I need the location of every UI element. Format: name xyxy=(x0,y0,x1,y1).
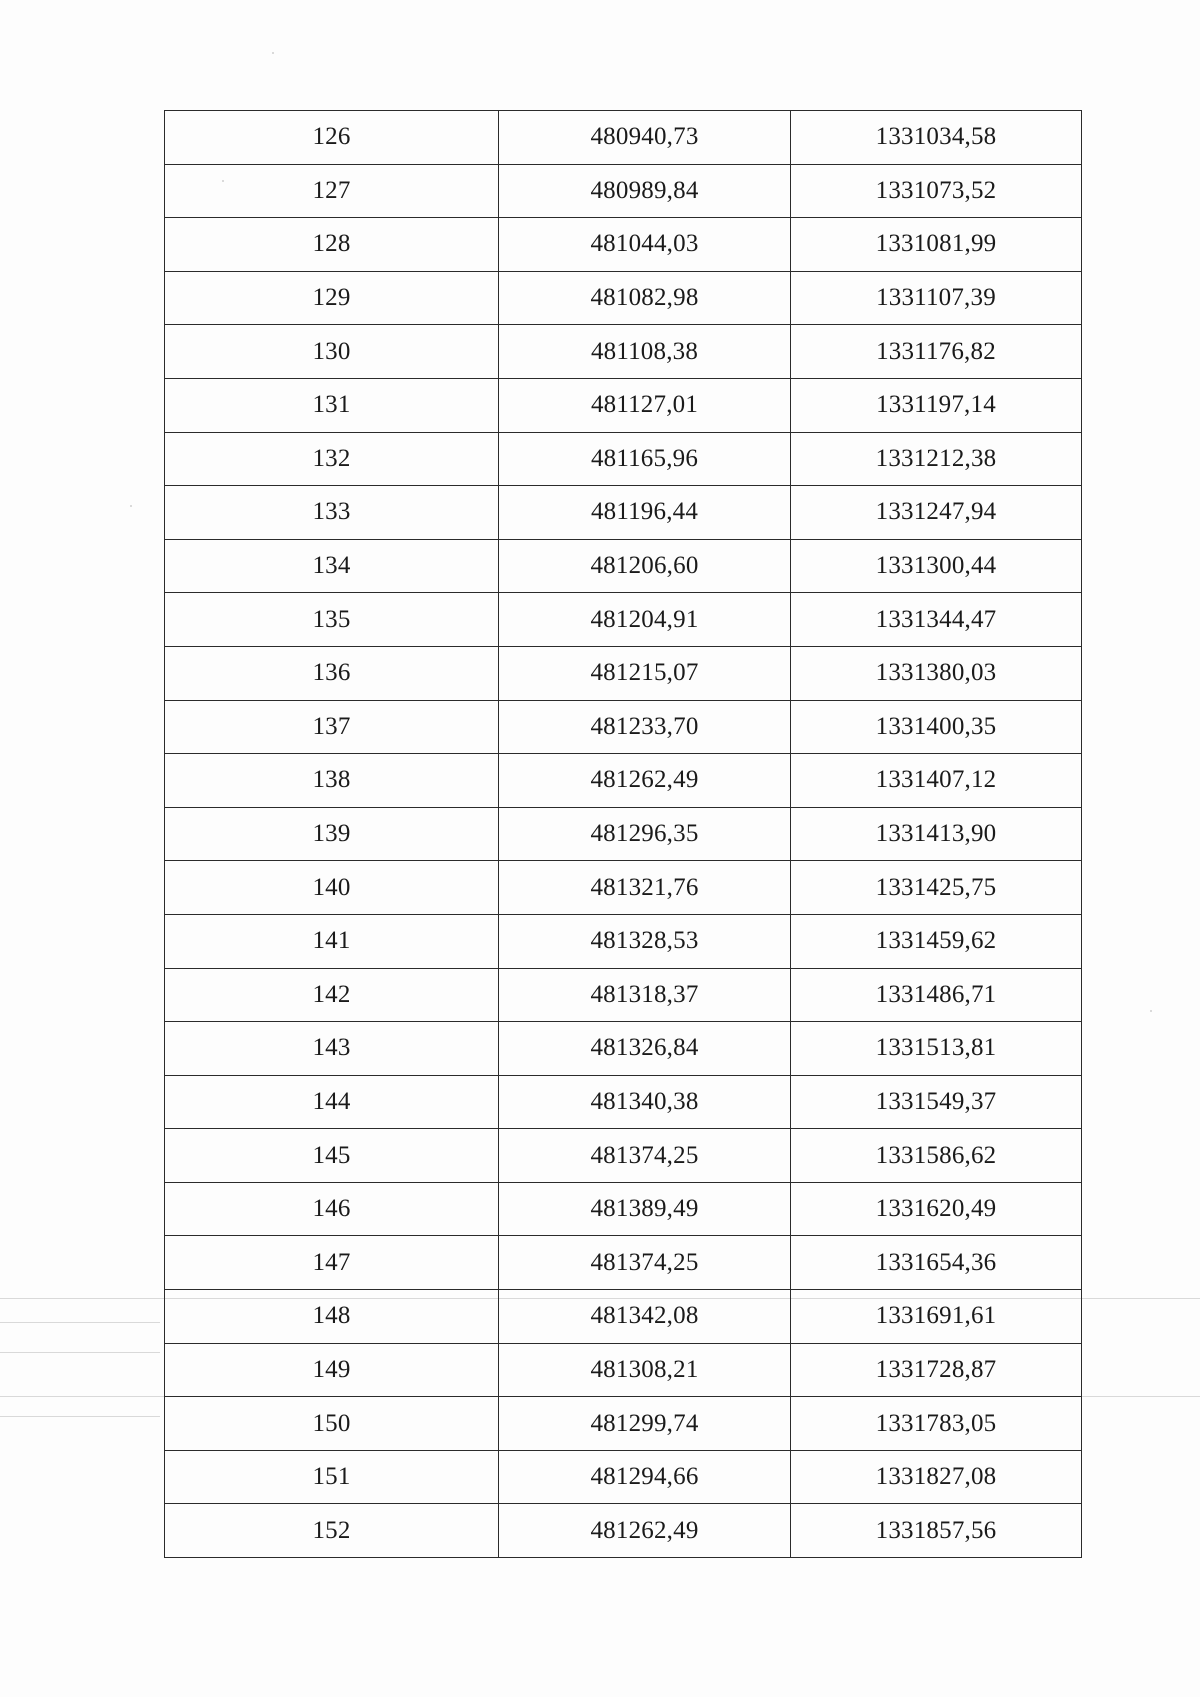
x-coordinate-cell: 481165,96 xyxy=(499,432,791,486)
point-number-cell: 141 xyxy=(165,914,499,968)
y-coordinate-cell: 1331486,71 xyxy=(791,968,1082,1022)
x-coordinate-cell: 481233,70 xyxy=(499,700,791,754)
x-coordinate-cell: 481389,49 xyxy=(499,1182,791,1236)
bleed-line xyxy=(0,1416,160,1417)
y-coordinate-cell: 1331513,81 xyxy=(791,1022,1082,1076)
point-number-cell: 152 xyxy=(165,1504,499,1558)
y-coordinate-cell: 1331073,52 xyxy=(791,164,1082,218)
x-coordinate-cell: 481044,03 xyxy=(499,218,791,272)
point-number-cell: 134 xyxy=(165,539,499,593)
point-number-cell: 130 xyxy=(165,325,499,379)
table-row xyxy=(165,754,1082,808)
y-coordinate-cell: 1331413,90 xyxy=(791,807,1082,861)
point-number-cell: 131 xyxy=(165,378,499,432)
point-number-cell: 145 xyxy=(165,1129,499,1183)
table-row xyxy=(165,1182,1082,1236)
table-row xyxy=(165,1290,1082,1344)
y-coordinate-cell: 1331407,12 xyxy=(791,754,1082,808)
table-row xyxy=(165,807,1082,861)
y-coordinate-cell: 1331459,62 xyxy=(791,914,1082,968)
point-number-cell: 146 xyxy=(165,1182,499,1236)
x-coordinate-cell: 481082,98 xyxy=(499,271,791,325)
point-number-cell: 126 xyxy=(165,111,499,165)
point-number-cell: 144 xyxy=(165,1075,499,1129)
y-coordinate-cell: 1331400,35 xyxy=(791,700,1082,754)
point-number-cell: 138 xyxy=(165,754,499,808)
y-coordinate-cell: 1331691,61 xyxy=(791,1290,1082,1344)
point-number-cell: 139 xyxy=(165,807,499,861)
y-coordinate-cell: 1331728,87 xyxy=(791,1343,1082,1397)
point-number-cell: 136 xyxy=(165,646,499,700)
table-row xyxy=(165,1236,1082,1290)
y-coordinate-cell: 1331034,58 xyxy=(791,111,1082,165)
x-coordinate-cell: 481374,25 xyxy=(499,1236,791,1290)
x-coordinate-cell: 481294,66 xyxy=(499,1450,791,1504)
x-coordinate-cell: 480989,84 xyxy=(499,164,791,218)
x-coordinate-cell: 481342,08 xyxy=(499,1290,791,1344)
y-coordinate-cell: 1331654,36 xyxy=(791,1236,1082,1290)
table-row xyxy=(165,968,1082,1022)
point-number-cell: 149 xyxy=(165,1343,499,1397)
point-number-cell: 132 xyxy=(165,432,499,486)
point-number-cell: 128 xyxy=(165,218,499,272)
x-coordinate-cell: 481328,53 xyxy=(499,914,791,968)
table-row xyxy=(165,914,1082,968)
table-row xyxy=(165,1075,1082,1129)
table-row xyxy=(165,378,1082,432)
scan-speck xyxy=(1150,1010,1152,1012)
y-coordinate-cell: 1331549,37 xyxy=(791,1075,1082,1129)
x-coordinate-cell: 481108,38 xyxy=(499,325,791,379)
x-coordinate-cell: 480940,73 xyxy=(499,111,791,165)
table-row xyxy=(165,164,1082,218)
x-coordinate-cell: 481262,49 xyxy=(499,1504,791,1558)
table-row xyxy=(165,271,1082,325)
x-coordinate-cell: 481340,38 xyxy=(499,1075,791,1129)
y-coordinate-cell: 1331425,75 xyxy=(791,861,1082,915)
table-row xyxy=(165,486,1082,540)
point-number-cell: 143 xyxy=(165,1022,499,1076)
scan-speck xyxy=(130,505,132,507)
x-coordinate-cell: 481374,25 xyxy=(499,1129,791,1183)
y-coordinate-cell: 1331344,47 xyxy=(791,593,1082,647)
x-coordinate-cell: 481127,01 xyxy=(499,378,791,432)
point-number-cell: 142 xyxy=(165,968,499,1022)
x-coordinate-cell: 481308,21 xyxy=(499,1343,791,1397)
table-row xyxy=(165,1450,1082,1504)
point-number-cell: 140 xyxy=(165,861,499,915)
x-coordinate-cell: 481206,60 xyxy=(499,539,791,593)
scan-speck xyxy=(272,52,274,54)
table-row xyxy=(165,111,1082,165)
table-row xyxy=(165,218,1082,272)
x-coordinate-cell: 481215,07 xyxy=(499,646,791,700)
y-coordinate-cell: 1331081,99 xyxy=(791,218,1082,272)
y-coordinate-cell: 1331107,39 xyxy=(791,271,1082,325)
point-number-cell: 150 xyxy=(165,1397,499,1451)
table-row xyxy=(165,1129,1082,1183)
point-number-cell: 137 xyxy=(165,700,499,754)
table-row xyxy=(165,646,1082,700)
y-coordinate-cell: 1331380,03 xyxy=(791,646,1082,700)
bleed-line xyxy=(0,1322,160,1323)
y-coordinate-cell: 1331247,94 xyxy=(791,486,1082,540)
table-row xyxy=(165,432,1082,486)
table-row xyxy=(165,1022,1082,1076)
y-coordinate-cell: 1331620,49 xyxy=(791,1182,1082,1236)
y-coordinate-cell: 1331212,38 xyxy=(791,432,1082,486)
table-row xyxy=(165,325,1082,379)
point-number-cell: 147 xyxy=(165,1236,499,1290)
x-coordinate-cell: 481321,76 xyxy=(499,861,791,915)
coordinates-table-body xyxy=(165,111,1082,1558)
point-number-cell: 135 xyxy=(165,593,499,647)
x-coordinate-cell: 481262,49 xyxy=(499,754,791,808)
table-row xyxy=(165,1343,1082,1397)
y-coordinate-cell: 1331783,05 xyxy=(791,1397,1082,1451)
y-coordinate-cell: 1331827,08 xyxy=(791,1450,1082,1504)
x-coordinate-cell: 481204,91 xyxy=(499,593,791,647)
y-coordinate-cell: 1331176,82 xyxy=(791,325,1082,379)
bleed-line xyxy=(0,1352,160,1353)
point-number-cell: 127 xyxy=(165,164,499,218)
x-coordinate-cell: 481196,44 xyxy=(499,486,791,540)
table-row xyxy=(165,861,1082,915)
table-row xyxy=(165,700,1082,754)
y-coordinate-cell: 1331197,14 xyxy=(791,378,1082,432)
table-row xyxy=(165,1397,1082,1451)
point-number-cell: 133 xyxy=(165,486,499,540)
y-coordinate-cell: 1331586,62 xyxy=(791,1129,1082,1183)
table-row xyxy=(165,593,1082,647)
x-coordinate-cell: 481299,74 xyxy=(499,1397,791,1451)
point-number-cell: 129 xyxy=(165,271,499,325)
y-coordinate-cell: 1331857,56 xyxy=(791,1504,1082,1558)
x-coordinate-cell: 481318,37 xyxy=(499,968,791,1022)
x-coordinate-cell: 481296,35 xyxy=(499,807,791,861)
table-row xyxy=(165,1504,1082,1558)
coordinates-table xyxy=(164,110,1082,1558)
x-coordinate-cell: 481326,84 xyxy=(499,1022,791,1076)
point-number-cell: 148 xyxy=(165,1290,499,1344)
table-row xyxy=(165,539,1082,593)
y-coordinate-cell: 1331300,44 xyxy=(791,539,1082,593)
point-number-cell: 151 xyxy=(165,1450,499,1504)
